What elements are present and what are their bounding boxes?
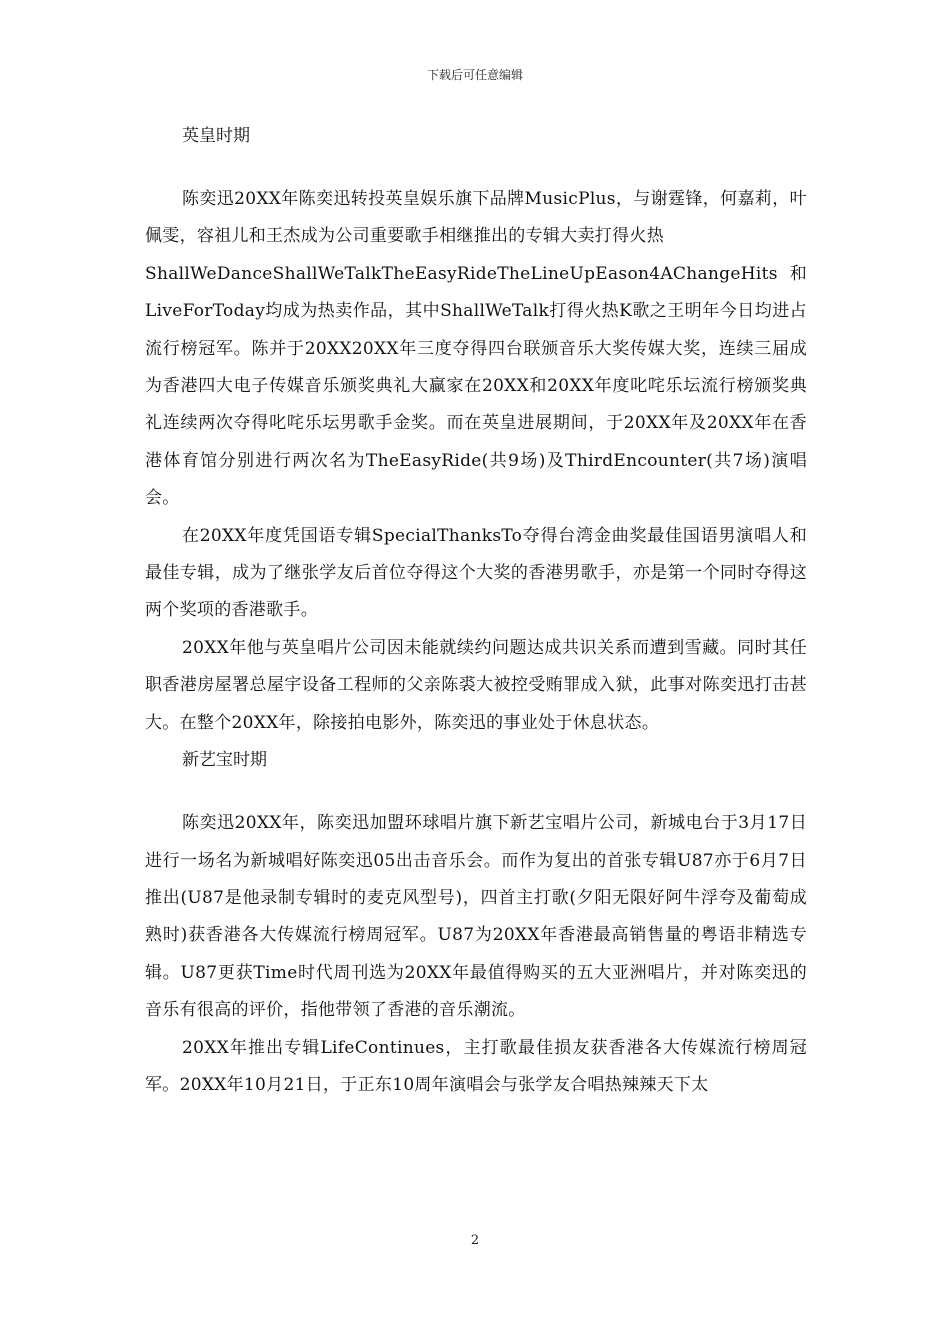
- paragraph-emperor-1-album-line: [145, 256, 807, 293]
- paragraph-cinepoly-1: 陈奕迅20XX年，陈奕迅加盟环球唱片旗下新艺宝唱片公司，新城电台于3月17日进行一场名为新城唱好陈奕迅05出击音乐会。而作为复出的首张专辑U87亦于6月7日推出(U87是他录制专辑时的麦克风型号)，四首主打歌(夕阳无限好阿牛浮夸及葡萄成熟时)获香港各大传媒流行榜周冠军。U87为20XX年香港最高销售量的粤语非精选专辑。U87更获Time时代周刊选为20XX年最值得购买的五大亚洲唱片，并对陈奕迅的音乐有很高的评价，指他带领了香港的音乐潮流。: [145, 813, 807, 1021]
- section-heading-cinepoly: 新艺宝时期: [182, 750, 267, 771]
- page-number: 2: [470, 1233, 480, 1248]
- paragraph-cinepoly-2: 20XX年推出专辑LifeContinues，主打歌最佳损友获香港各大传媒流行榜周冠军。20XX年10月21日，于正东10周年演唱会与张学友合唱热辣辣天下太: [145, 1037, 807, 1095]
- conjunction-text: 和: [789, 263, 807, 284]
- paragraph-emperor-2: 在20XX年度凭国语专辑SpecialThanksTo夺得台湾金曲奖最佳国语男演唱人和最佳专辑，成为了继张学友后首位夺得这个大奖的香港男歌手，亦是第一个同时夺得这两个奖项的香港歌手。: [145, 525, 807, 621]
- section-heading-emperor: 英皇时期: [182, 126, 250, 146]
- page-header-note: 下载后可任意编辑: [426, 68, 523, 82]
- paragraph-emperor-1-intro: 陈奕迅20XX年陈奕迅转投英皇娱乐旗下品牌MusicPlus，与谢霆锋，何嘉莉，叶佩雯，容祖儿和王杰成为公司重要歌手相继推出的专辑大卖打得火热: [145, 189, 807, 247]
- paragraph-emperor-3: 20XX年他与英皇唱片公司因未能就续约问题达成共识关系而遭到雪藏。同时其任职香港房屋署总屋宇设备工程师的父亲陈裘大被控受贿罪成入狱，此事对陈奕迅打击甚大。在整个20XX年，除接拍电影外，陈奕迅的事业处于休息状态。: [145, 637, 807, 733]
- document-body: [145, 118, 807, 1104]
- paragraph-emperor-1-rest: LiveForToday均成为热卖作品，其中ShallWeTalk打得火热K歌之王明年今日均进占流行榜冠军。陈并于20XX20XX年三度夺得四台联颁音乐大奖传媒大奖，连续三届成为香港四大电子传媒音乐颁奖典礼大赢家在20XX和20XX年度叱咤乐坛流行榜颁奖典礼连续两次夺得叱咤乐坛男歌手金奖。而在英皇进展期间，于20XX年及20XX年在香港体育馆分别进行两次名为TheEasyRide(共9场)及ThirdEncounter(共7场)演唱会。: [145, 301, 807, 509]
- paragraph-emperor-1: [145, 181, 807, 518]
- album-list-text: ShallWeDanceShallWeTalkTheEasyRideTheLineUpEason4AChangeHits: [145, 263, 778, 284]
